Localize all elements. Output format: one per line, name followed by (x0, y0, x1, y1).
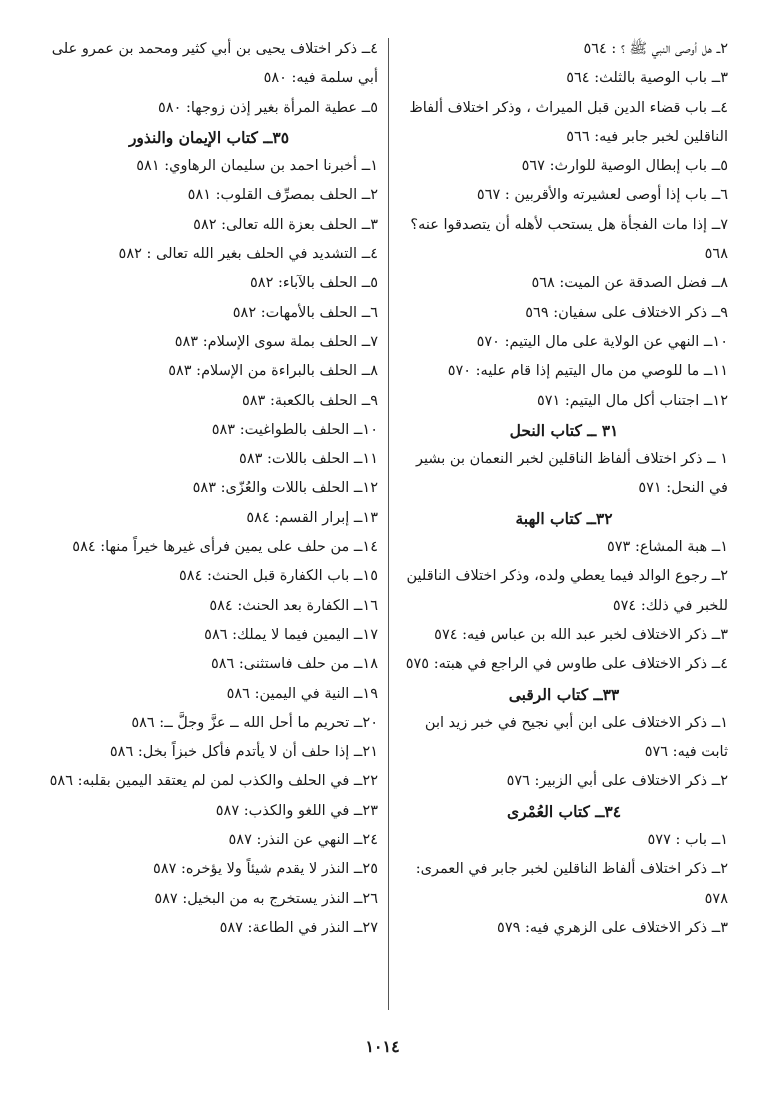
index-entry: ٢ــ ذكر الاختلاف على أبي الزبير: ٥٧٦ (506, 773, 728, 790)
index-entry: ٣ــ الحلف بعزة الله تعالى: ٥٨٢ (193, 216, 378, 233)
index-column-right (400, 35, 728, 943)
column-divider (388, 38, 389, 1010)
index-entry: ١ ــ ذكر اختلاف ألفاظ الناقلين لخبر النعمان بن بشير في النحل: ٥٧١ (415, 451, 728, 497)
index-entry: ٢ــ رجوع الوالد فيما يعطي ولده، وذكر اختلاف الناقلين للخبر في ذلك: ٥٧٤ (406, 568, 728, 614)
index-entry: ٧ــ الحلف بملة سوى الإسلام: ٥٨٣ (174, 333, 378, 350)
index-entry: ١١ــ ما للوصي من مال اليتيم إذا قام عليه: ٥٧٠ (447, 363, 728, 380)
index-entry: ١٠ــ النهي عن الولاية على مال اليتيم: ٥٧٠ (476, 333, 728, 350)
index-entry: ١ــ باب : ٥٧٧ (647, 832, 728, 849)
index-entry: ٢٢ــ في الحلف والكذب لمن لم يعتقد اليمين بقلبه: ٥٨٦ (49, 773, 378, 790)
index-entry: ٤ــ باب قضاء الدين قبل الميراث ، وذكر اختلاف ألفاظ الناقلين لخبر جابر فيه: ٥٦٦ (409, 99, 728, 145)
index-entry: ٩ــ الحلف بالكعبة: ٥٨٣ (241, 392, 378, 409)
index-entry: ٢ــ ذكر اختلاف ألفاظ الناقلين لخبر جابر في العمرى: ٥٧٨ (415, 861, 728, 907)
index-entry: ٢٠ــ تحريم ما أحل الله ــ عزَّ وجلَّ ــ: ٥٨٦ (131, 714, 378, 731)
index-entry: ١٣ــ إبرار القسم: ٥٨٤ (246, 509, 378, 526)
section-heading: ٣٥ــ كتاب الإيمان والنذور (128, 127, 290, 147)
index-entry: ٢٦ــ النذر يستخرج به من البخيل: ٥٨٧ (154, 890, 378, 907)
index-entry: ٤ــ ذكر الاختلاف على طاوس في الراجع في هبته: ٥٧٥ (405, 656, 728, 673)
index-entry: ٩ــ ذكر الاختلاف على سفيان: ٥٦٩ (525, 304, 728, 321)
index-entry: ١٦ــ الكفارة بعد الحنث: ٥٨٤ (209, 597, 378, 614)
index-entry: ٣ــ ذكر الاختلاف لخبر عبد الله بن عباس فيه: ٥٧٤ (434, 626, 728, 643)
index-entry: ٢٧ــ النذر في الطاعة: ٥٨٧ (219, 919, 378, 936)
index-entry: ٢٤ــ النهي عن النذر: ٥٨٧ (228, 832, 378, 849)
section-heading: ٣٢ــ كتاب الهبة (515, 508, 613, 528)
index-entry: ٣ــ ذكر الاختلاف على الزهري فيه: ٥٧٩ (497, 919, 728, 936)
index-entry: ١٤ــ من حلف على يمين فرأى غيرها خيراً منها: ٥٨٤ (72, 539, 378, 556)
index-entry: ١ــ هبة المشاع: ٥٧٣ (606, 539, 728, 556)
index-column-left (40, 35, 378, 943)
index-entry: ١٠ــ الحلف بالطواغيت: ٥٨٣ (211, 421, 378, 438)
index-entry: ١٢ــ الحلف باللات والعُزّى: ٥٨٣ (192, 480, 378, 497)
index-entry: ١٧ــ اليمين فيما لا يملك: ٥٨٦ (204, 626, 378, 643)
index-entry: ٦ــ باب إذا أوصى لعشيرته والأقربين : ٥٦٧ (476, 187, 728, 204)
index-entry: ٢ــ الحلف بمصرِّف القلوب: ٥٨١ (187, 187, 378, 204)
index-entry: ٥ــ الحلف بالآباء: ٥٨٢ (250, 275, 378, 292)
index-entry: ٤ــ ذكر اختلاف يحيى بن أبي كثير ومحمد بن عمرو على أبي سلمة فيه: ٥٨٠ (51, 41, 378, 87)
index-entry: ١٩ــ النية في اليمين: ٥٨٦ (226, 685, 378, 702)
section-heading: ٣١ ــ كتاب النحل (509, 420, 619, 440)
section-heading: ٣٣ــ كتاب الرقبى (508, 684, 620, 704)
index-entry: ١ــ أخبرنا احمد بن سليمان الرهاوي: ٥٨١ (136, 158, 378, 175)
index-entry: ٥ــ باب إبطال الوصية للوارث: ٥٦٧ (521, 158, 728, 175)
index-entry: ١٥ــ باب الكفارة قبل الحنث: ٥٨٤ (179, 568, 378, 585)
page-number: ١٠١٤ (365, 1037, 400, 1056)
index-entry: ٣ــ باب الوصية بالثلث: ٥٦٤ (566, 70, 728, 87)
index-entry: ٨ــ الحلف بالبراءة من الإسلام: ٥٨٣ (168, 363, 378, 380)
index-entry: ٢١ــ إذا حلف أن لا يأتدم فأكل خبزاً بخل: ٥٨٦ (109, 744, 378, 761)
index-entry: ٦ــ الحلف بالأمهات: ٥٨٢ (232, 304, 378, 321)
index-entry: ١١ــ الحلف باللات: ٥٨٣ (239, 451, 378, 468)
index-entry: ١ــ ذكر الاختلاف على ابن أبي نجيح في خبر زيد ابن ثابت فيه: ٥٧٦ (424, 714, 728, 761)
index-entry: ٨ــ فضل الصدقة عن الميت: ٥٦٨ (531, 275, 728, 292)
index-entry: ١٨ــ من حلف فاستثنى: ٥٨٦ (210, 656, 378, 673)
index-entry: ٢٥ــ النذر لا يقدم شيئاً ولا يؤخره: ٥٨٧ (153, 861, 378, 878)
section-heading: ٣٤ــ كتاب العُمْرى (506, 801, 622, 821)
index-entry: ٤ــ التشديد في الحلف بغير الله تعالى : ٥٨٢ (118, 246, 378, 263)
index-entry: ٢ــ هل أوصى النبي ﷺ ؟ : ٥٦٤ (583, 41, 728, 57)
index-entry: ٢٣ــ في اللغو والكذب: ٥٨٧ (215, 802, 378, 819)
index-entry: ٧ــ إذا مات الفجأة هل يستحب لأهله أن يتصدقوا عنه؟ ٥٦٨ (410, 216, 728, 263)
index-entry: ١٢ــ اجتناب أكل مال اليتيم: ٥٧١ (536, 392, 728, 409)
index-entry: ٥ــ عطية المرأة بغير إذن زوجها: ٥٨٠ (158, 99, 378, 116)
